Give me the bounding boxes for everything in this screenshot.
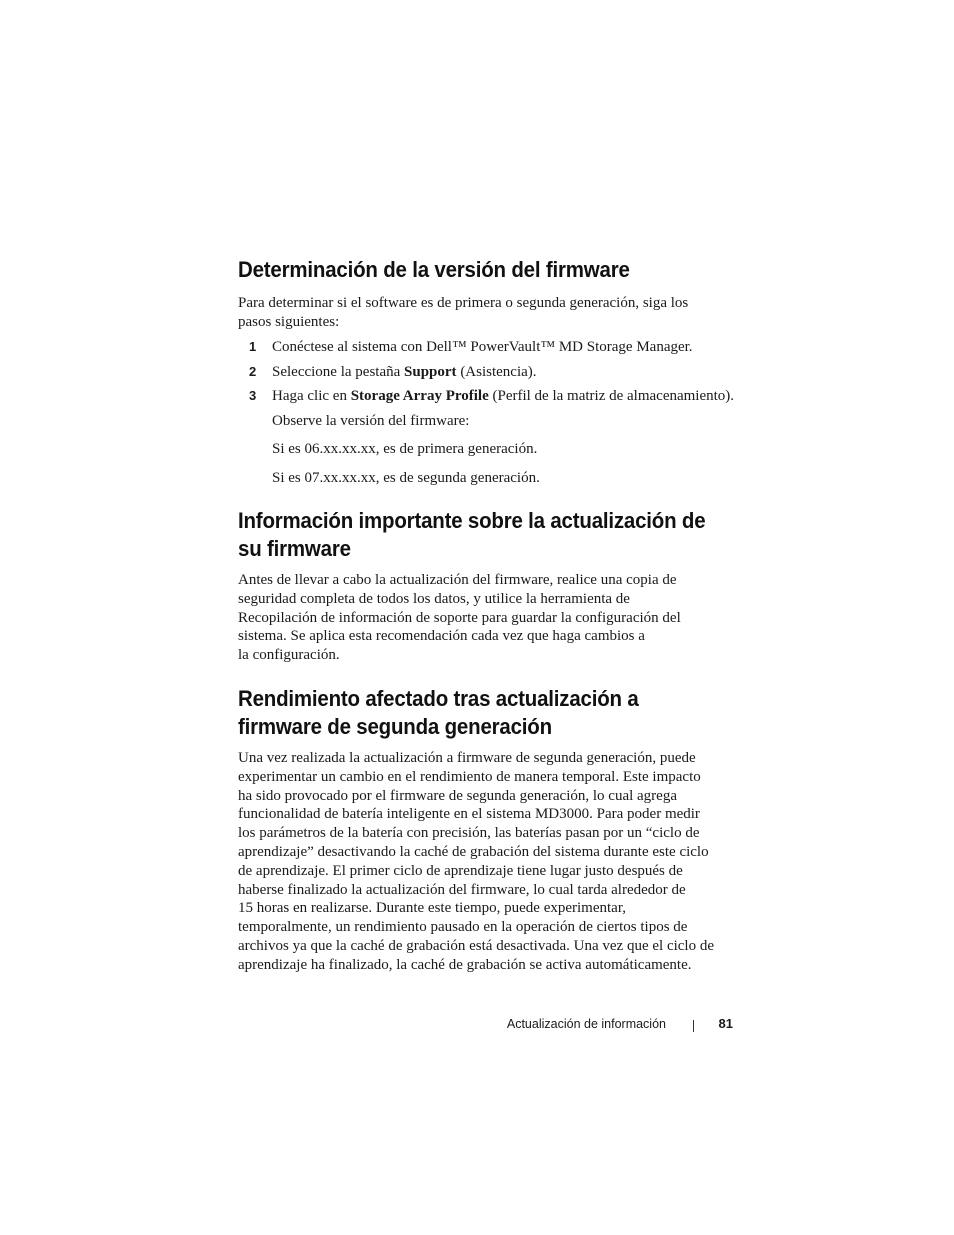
- important-info-paragraph: Antes de llevar a cabo la actualización del firmware, realice una copia de seguridad completa de todos los datos, y utilice la herramienta de Recopilación de información de soporte para guardar la configuración del sistema. Se aplica esta recomendación cada vez que haga cambios a la configuración.: [238, 572, 681, 664]
- intro-line: Para determinar si el software es de primera o segunda generación, siga los: [238, 295, 689, 311]
- heading-line: firmware de segunda generación: [238, 714, 552, 739]
- intro-line: pasos siguientes:: [238, 313, 340, 330]
- heading-line: Rendimiento afectado tras actualización a: [238, 686, 639, 711]
- ui-term-storage-array-profile: Storage Array Profile: [350, 388, 489, 404]
- footer-divider: [693, 1020, 694, 1032]
- section-heading-firmware-version: Determinación de la versión del firmware: [238, 257, 630, 282]
- heading-line: su firmware: [238, 536, 351, 561]
- version-second-gen: Si es 07.xx.xx.xx, es de segunda generación.: [272, 470, 540, 486]
- step-number: 3: [249, 388, 257, 403]
- step-item: [238, 387, 758, 412]
- version-first-gen: Si es 06.xx.xx.xx, es de primera generación.: [272, 441, 538, 457]
- intro-paragraph: [238, 294, 736, 332]
- ui-term-support: Support: [404, 363, 457, 380]
- section-heading-performance: [238, 685, 738, 741]
- footer-section-name: Actualización de información: [506, 1017, 666, 1031]
- step-item: [238, 338, 758, 363]
- step-text: Conéctese al sistema con Dell™ PowerVault™ MD Storage Manager.: [272, 339, 693, 355]
- step-text: Seleccione la pestaña Support (Asistencia).: [272, 363, 537, 380]
- page-footer: [238, 1015, 736, 1035]
- performance-paragraph: Una vez realizada la actualización a firmware de segunda generación, puede experimentar un cambio en el rendimiento de manera temporal. Este impacto ha sido provocado por el firmware de segunda generación, lo cual agrega funcionalidad de batería inteligente en el sistema MD3000. Para poder medir los parámetros de la batería con precisión, las baterías pasan por un “ciclo de aprendizaje” desactivando la caché de grabación del sistema durante este ciclo de aprendizaje. El primer ciclo de aprendizaje tiene lugar justo después de haberse finalizado la actualización del firmware, lo cual tarda alrededor de 15 horas en realizarse. Durante este tiempo, puede experimentar, temporalmente, un rendimiento pausado en la operación de ciertos tipos de archivos ya que la caché de grabación está desactivada. Una vez que el ciclo de aprendizaje ha finalizado, la caché de grabación se activa automáticamente.: [238, 750, 715, 973]
- section-heading-important-info: [238, 507, 738, 563]
- heading-line: Información importante sobre la actualización de: [238, 508, 706, 533]
- observe-text: Observe la versión del firmware:: [272, 413, 470, 429]
- steps-list: [238, 338, 758, 486]
- step-item: [238, 363, 758, 388]
- page-number: 81: [718, 1016, 733, 1031]
- step-number: 1: [249, 339, 257, 354]
- step-text: Haga clic en Storage Array Profile (Perfil de la matriz de almacenamiento).: [272, 388, 735, 404]
- step-number: 2: [249, 363, 257, 379]
